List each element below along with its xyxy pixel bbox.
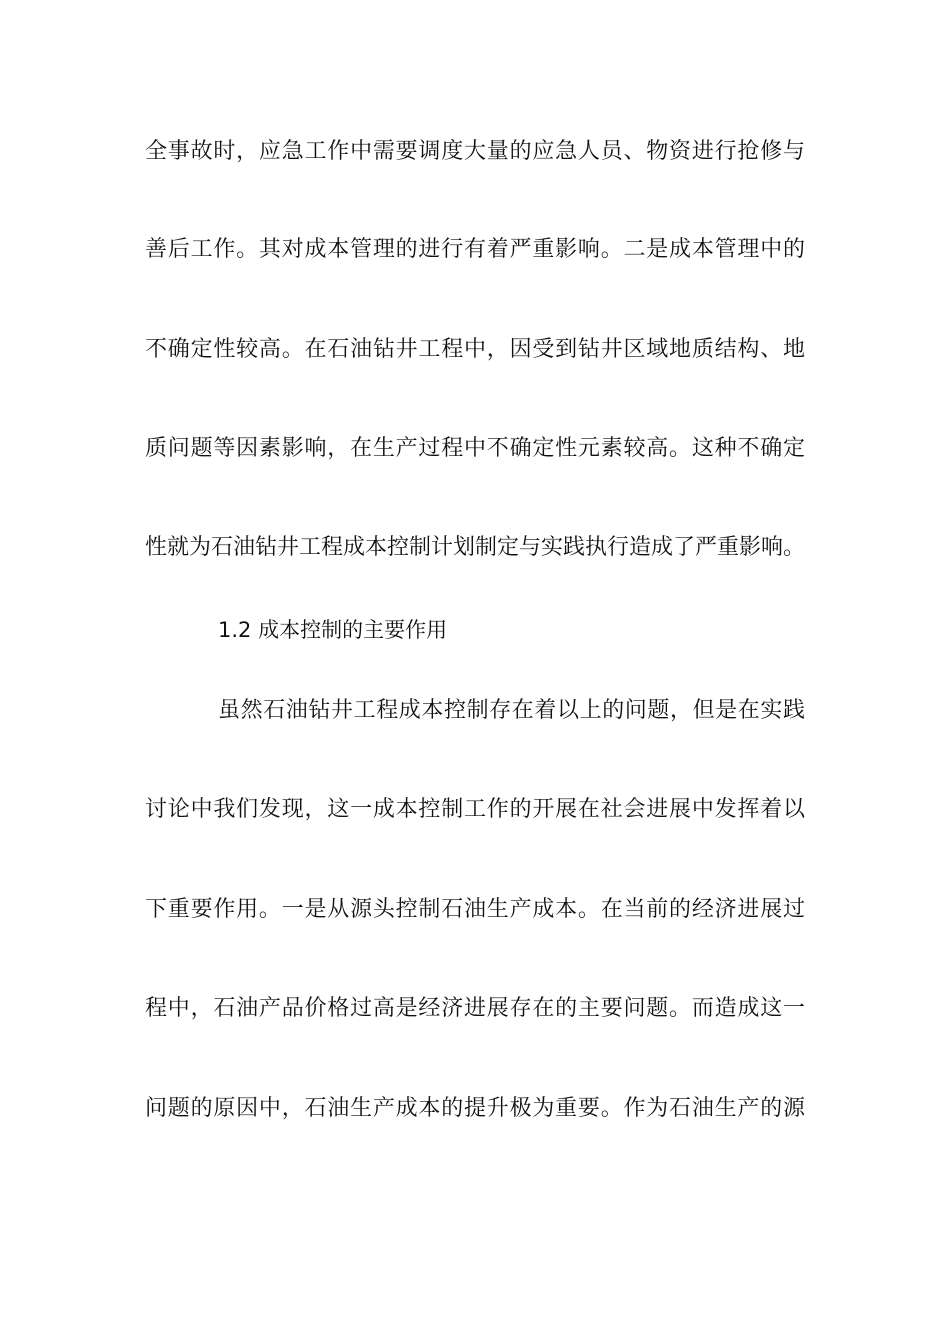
paragraph-line: 性就为石油钻井工程成本控制计划制定与实践执行造成了严重影响。 — [145, 535, 806, 560]
paragraph-line: 下重要作用。一是从源头控制石油生产成本。在当前的经济进展过 — [145, 897, 805, 922]
paragraph-line: 程中，石油产品价格过高是经济进展存在的主要问题。而造成这一 — [145, 996, 805, 1021]
paragraph-line: 全事故时，应急工作中需要调度大量的应急人员、物资进行抢修与 — [145, 139, 805, 164]
paragraph-line: 质问题等因素影响，在生产过程中不确定性元素较高。这种不确定 — [145, 436, 805, 461]
section-heading: 1.2 成本控制的主要作用 — [218, 618, 448, 642]
paragraph-line: 问题的原因中，石油生产成本的提升极为重要。作为石油生产的源 — [145, 1096, 805, 1121]
paragraph-line: 虽然石油钻井工程成本控制存在着以上的问题，但是在实践 — [218, 698, 805, 723]
paragraph-line: 讨论中我们发现，这一成本控制工作的开展在社会进展中发挥着以 — [145, 797, 805, 822]
paragraph-line: 不确定性较高。在石油钻井工程中，因受到钻井区域地质结构、地 — [145, 337, 805, 362]
paragraph-line: 善后工作。其对成本管理的进行有着严重影响。二是成本管理中的 — [145, 237, 805, 262]
